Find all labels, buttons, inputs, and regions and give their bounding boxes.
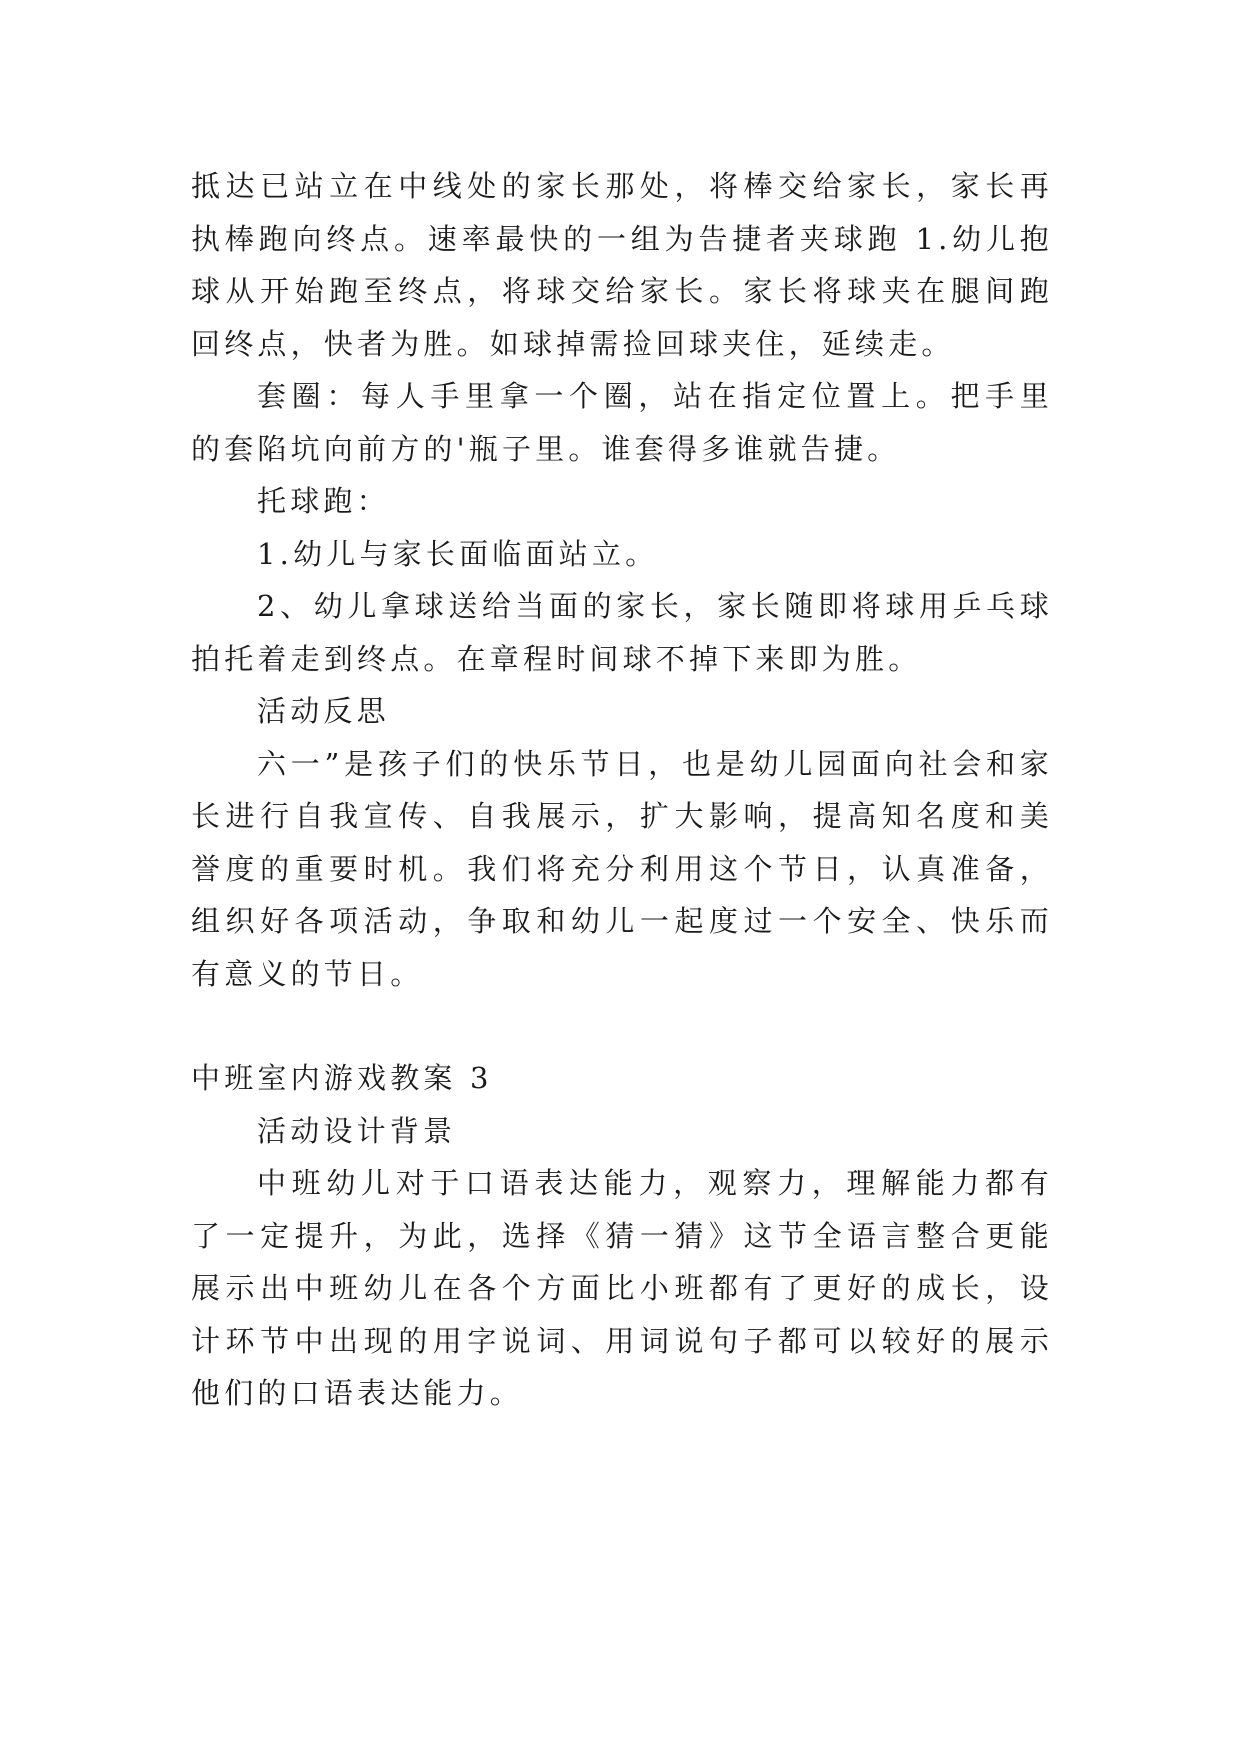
section-title: 中班室内游戏教案 3 bbox=[191, 1061, 493, 1095]
paragraph-ball-carry-step-1: 1.幼儿与家长面临面站立。 bbox=[257, 536, 659, 571]
paragraph-ball-carry-title: 托球跑： bbox=[257, 484, 390, 518]
paragraph-reflection-heading: 活动反思 bbox=[257, 694, 390, 728]
paragraph-design-background-body: 中班幼儿对于口语表达能力，观察力，理解能力都有了一定提升，为此，选择《猜一猜》这节全语言整合更能展示出中班幼儿在各个方面比小班都有了更好的成长，设计环节中出现的用字说词、用词说句子都可以较好的展示他们的口语表达能力。 bbox=[191, 1166, 1053, 1410]
paragraph-ring-toss: 套圈：每人手里拿一个圈，站在指定位置上。把手里的套陷坑向前方的'瓶子里。谁套得多谁就告捷。 bbox=[191, 379, 1053, 466]
paragraph-relay-rules: 抵达已站立在中线处的家长那处，将棒交给家长，家长再执棒跑向终点。速率最快的一组为告捷者夹球跑 1.幼儿抱球从开始跑至终点，将球交给家长。家长将球夹在腿间跑回终点，快者为胜。如球掉需捡回球夹住，延续走。 bbox=[191, 169, 1053, 361]
paragraph-design-background-heading: 活动设计背景 bbox=[257, 1113, 457, 1148]
paragraph-ball-carry-step-2: 2、幼儿拿球送给当面的家长，家长随即将球用乒乓球拍托着走到终点。在章程时间球不掉下来即为胜。 bbox=[191, 589, 1053, 676]
paragraph-reflection-body: 六一”是孩子们的快乐节日，也是幼儿园面向社会和家长进行自我宣传、自我展示，扩大影响，提高知名度和美誉度的重要时机。我们将充分利用这个节日，认真准备，组织好各项活动，争取和幼儿一起度过一个安全、快乐而有意义的节日。 bbox=[191, 746, 1053, 991]
document-body bbox=[191, 160, 1053, 1420]
